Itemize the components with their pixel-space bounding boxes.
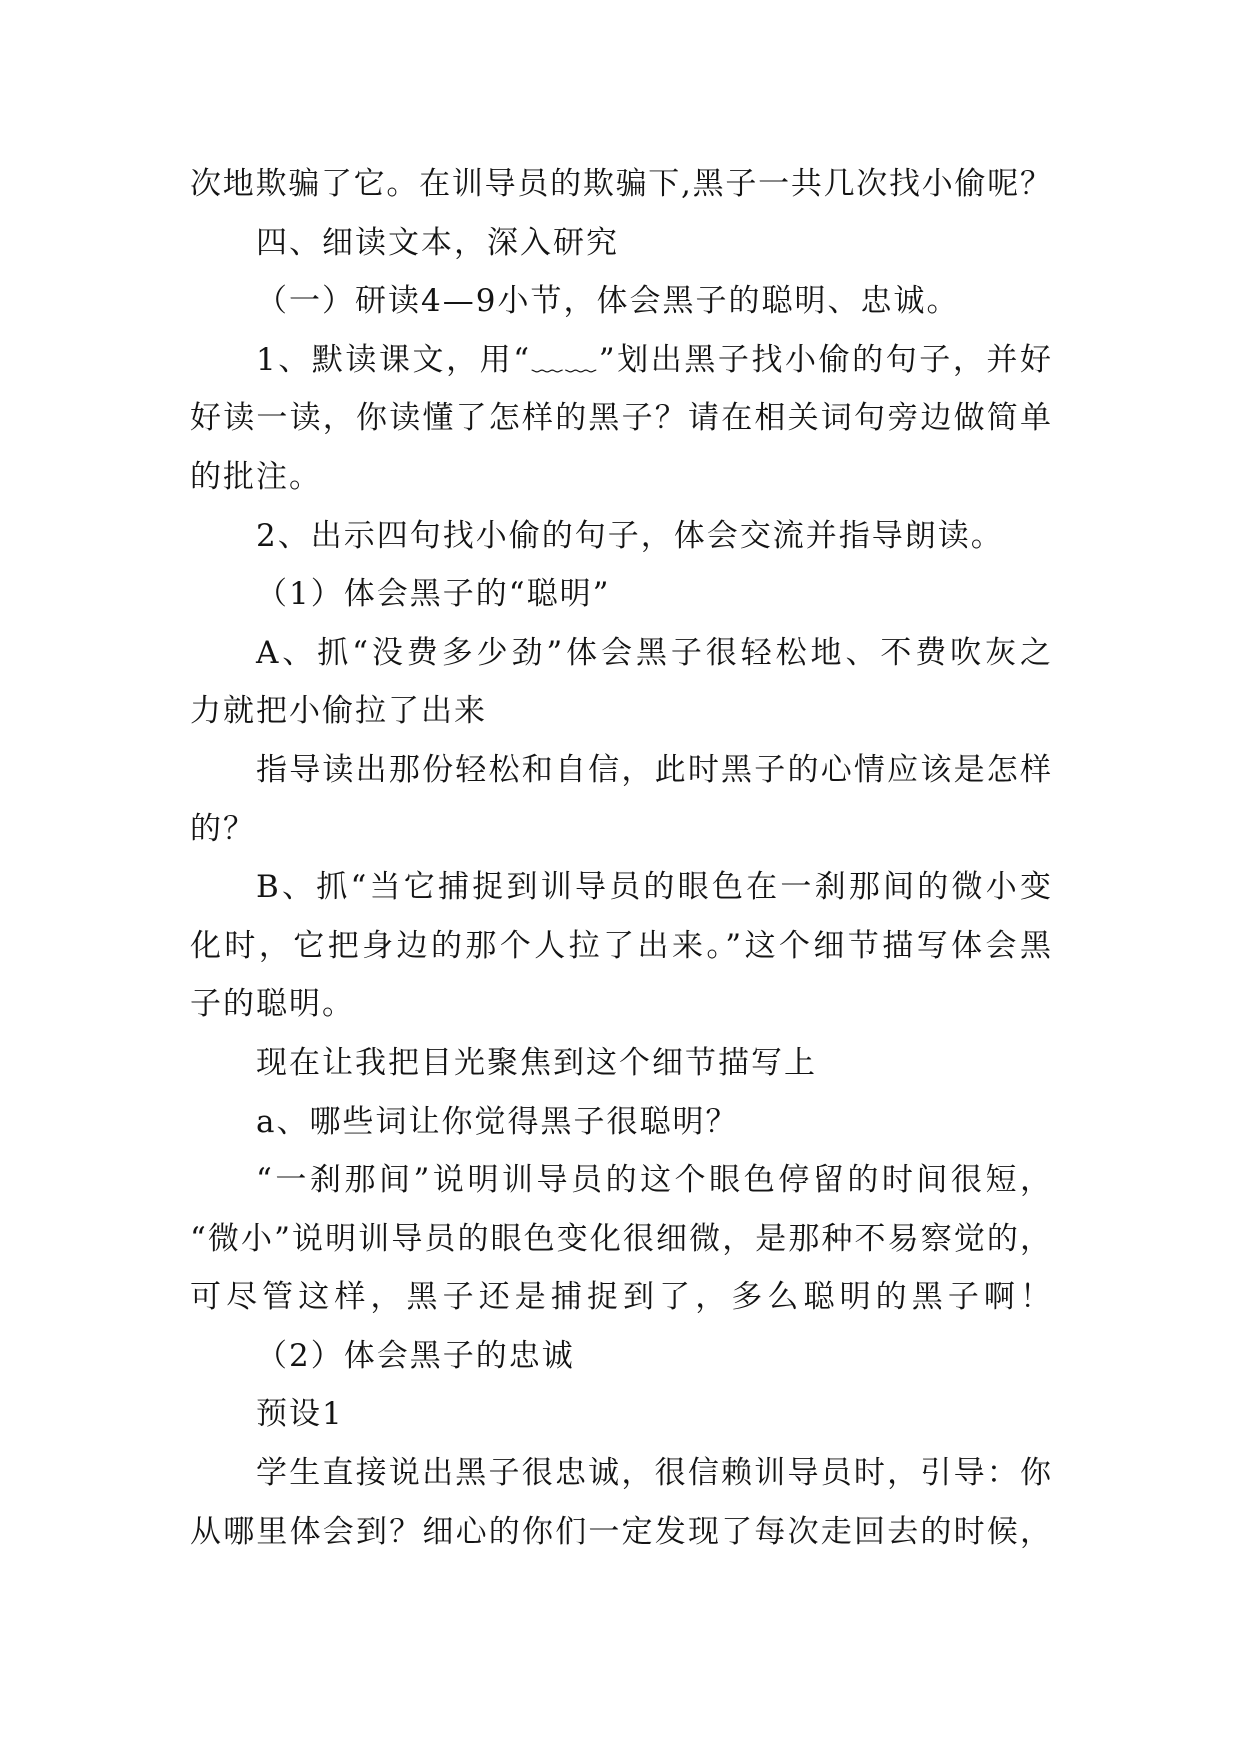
paragraph-line: “一刹那间”说明训导员的这个眼色停留的时间很短， <box>256 1162 1051 1199</box>
instruction-step-2 <box>190 507 1051 566</box>
paragraph-line: 现在让我把目光聚焦到这个细节描写上 <box>256 1044 817 1081</box>
paragraph-line: 指导读出那份轻松和自信，此时黑子的心情应该是怎样 <box>256 751 1051 788</box>
point-heading-cleverness <box>190 565 1051 624</box>
reading-guidance <box>190 741 1051 858</box>
paragraph-line: 四、细读文本，深入研究 <box>256 224 619 261</box>
paragraph-line: （2）体会黑子的忠诚 <box>256 1337 575 1374</box>
focus-prompt <box>190 1034 1051 1093</box>
paragraph-line: a、哪些词让你觉得黑子很聪明？ <box>256 1103 739 1140</box>
paragraph-line: 力就把小偷拉了出来 <box>190 693 487 730</box>
subsection-heading <box>190 272 1051 331</box>
paragraph-line: 可尽管这样，黑子还是捕捉到了，多么聪明的黑子啊！ <box>190 1279 1051 1316</box>
explanation-paragraph <box>190 1151 1051 1327</box>
paragraph-line: （一）研读4—9小节，体会黑子的聪明、忠诚。 <box>256 283 960 320</box>
paragraph-line: 2、出示四句找小偷的句子，体会交流并指导朗读。 <box>256 517 1004 554</box>
paragraph-line: 从哪里体会到？细心的你们一定发现了每次走回去的时候， <box>190 1513 1051 1550</box>
paragraph-line: 子的聪明。 <box>190 986 355 1023</box>
question-a <box>190 1093 1051 1152</box>
section-heading <box>190 214 1051 273</box>
paragraph-line: 次地欺骗了它。在训导员的欺骗下,黑子一共几次找小偷呢？ <box>190 166 1051 202</box>
point-a <box>190 624 1051 741</box>
preset-paragraph <box>190 1444 1051 1561</box>
paragraph-line: A、抓“没费多少劲”体会黑子很轻松地、不费吹灰之 <box>256 634 1051 671</box>
paragraph-line: 好读一读，你读懂了怎样的黑子？请在相关词句旁边做简单 <box>190 400 1051 437</box>
point-heading-loyalty <box>190 1327 1051 1386</box>
paragraph-line: （1）体会黑子的“聪明” <box>256 576 611 613</box>
paragraph-line: 预设1 <box>256 1396 344 1433</box>
paragraph-line: “微小”说明训导员的眼色变化很细微，是那种不易察觉的， <box>190 1220 1051 1257</box>
continued-paragraph <box>190 155 1051 214</box>
paragraph-line: 1、默读课文，用“﹏﹏”划出黑子找小偷的句子，并好 <box>256 341 1051 378</box>
document-body <box>190 155 1051 1561</box>
paragraph-line: 学生直接说出黑子很忠诚，很信赖训导员时，引导：你 <box>256 1455 1051 1492</box>
preset-label <box>190 1385 1051 1444</box>
point-b <box>190 858 1051 1034</box>
paragraph-line: B、抓“当它捕捉到训导员的眼色在一刹那间的微小变 <box>256 869 1051 906</box>
paragraph-line: 的批注。 <box>190 458 322 495</box>
instruction-step-1 <box>190 331 1051 507</box>
paragraph-line: 化时，它把身边的那个人拉了出来。”这个细节描写体会黑 <box>190 927 1051 964</box>
paragraph-line: 的？ <box>190 810 256 847</box>
